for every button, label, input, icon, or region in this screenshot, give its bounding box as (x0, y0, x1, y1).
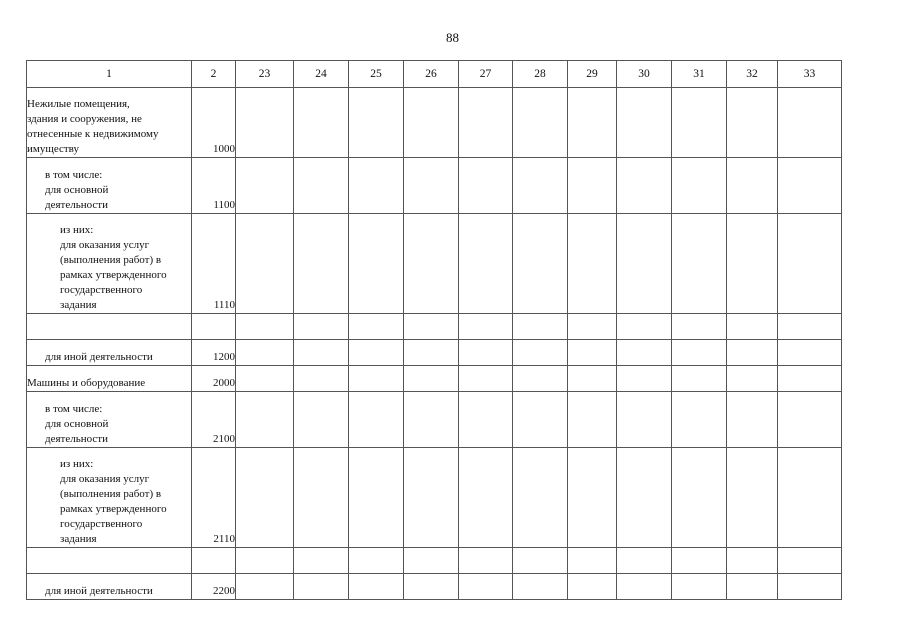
row-name-line: для иной деятельности (45, 351, 153, 363)
row-code-cell: 2110 (192, 448, 236, 548)
row-name-line: отнесенные к недвижимому (27, 128, 159, 140)
data-cell-col-32[interactable] (727, 340, 778, 366)
data-cell-col-32[interactable] (727, 548, 778, 574)
table-row (27, 574, 842, 600)
data-cell-col-33[interactable] (778, 366, 842, 392)
data-cell-col-30[interactable] (617, 448, 672, 548)
data-cell-col-26[interactable] (404, 366, 459, 392)
column-header-11: 31 (672, 61, 727, 88)
row-name-line: из них: (60, 224, 94, 236)
data-cell-col-33[interactable] (778, 392, 842, 448)
row-name-line: для основной (45, 184, 109, 196)
data-cell-col-29[interactable] (568, 158, 617, 214)
row-name-line: здания и сооружения, не (27, 113, 142, 125)
column-header-6: 26 (404, 61, 459, 88)
table-row (27, 214, 842, 314)
page-number: 88 (446, 30, 459, 45)
data-cell-col-26[interactable] (404, 340, 459, 366)
data-cell-col-27[interactable] (459, 314, 513, 340)
data-cell-col-23[interactable] (236, 340, 294, 366)
data-cell-col-32[interactable] (727, 366, 778, 392)
table-row (27, 88, 842, 158)
data-cell-col-32[interactable] (727, 158, 778, 214)
row-name-line: Машины и оборудование (27, 377, 146, 389)
row-code-cell: 1200 (192, 340, 236, 366)
row-name-line: деятельности (45, 433, 108, 445)
column-header-10: 30 (617, 61, 672, 88)
data-cell-col-29[interactable] (568, 448, 617, 548)
data-cell-col-25[interactable] (349, 548, 404, 574)
data-cell-col-31[interactable] (672, 448, 727, 548)
data-cell-col-27[interactable] (459, 158, 513, 214)
data-cell-col-30[interactable] (617, 88, 672, 158)
row-name-line: деятельности (45, 199, 108, 211)
data-cell-col-23[interactable] (236, 88, 294, 158)
data-cell-col-32[interactable] (727, 314, 778, 340)
data-cell-col-25[interactable] (349, 448, 404, 548)
data-cell-col-33[interactable] (778, 574, 842, 600)
data-cell-col-33[interactable] (778, 158, 842, 214)
data-cell-col-30[interactable] (617, 574, 672, 600)
data-cell-col-28[interactable] (513, 88, 568, 158)
column-header-8: 28 (513, 61, 568, 88)
data-cell-col-30[interactable] (617, 214, 672, 314)
row-name-cell (27, 314, 192, 340)
data-cell-col-31[interactable] (672, 314, 727, 340)
data-cell-col-29[interactable] (568, 214, 617, 314)
data-cell-col-24[interactable] (294, 88, 349, 158)
data-cell-col-33[interactable] (778, 340, 842, 366)
data-cell-col-26[interactable] (404, 548, 459, 574)
row-code-cell: 1100 (192, 158, 236, 214)
row-name-cell (27, 548, 192, 574)
data-cell-col-31[interactable] (672, 214, 727, 314)
table-row (27, 366, 842, 392)
data-cell-col-32[interactable] (727, 574, 778, 600)
data-cell-col-27[interactable] (459, 214, 513, 314)
data-cell-col-28[interactable] (513, 314, 568, 340)
data-cell-col-31[interactable] (672, 366, 727, 392)
row-name-cell (27, 574, 192, 600)
data-cell-col-29[interactable] (568, 548, 617, 574)
data-cell-col-24[interactable] (294, 392, 349, 448)
row-code-cell: 2000 (192, 366, 236, 392)
row-name-cell (27, 214, 192, 314)
table-row (27, 548, 842, 574)
report-table (26, 60, 842, 600)
data-cell-col-28[interactable] (513, 366, 568, 392)
data-cell-col-31[interactable] (672, 574, 727, 600)
data-cell-col-23[interactable] (236, 158, 294, 214)
data-cell-col-25[interactable] (349, 158, 404, 214)
row-name-cell (27, 366, 192, 392)
data-cell-col-30[interactable] (617, 158, 672, 214)
data-cell-col-31[interactable] (672, 392, 727, 448)
table-row (27, 392, 842, 448)
row-name-line: для иной деятельности (45, 585, 153, 597)
data-cell-col-31[interactable] (672, 340, 727, 366)
data-cell-col-28[interactable] (513, 340, 568, 366)
column-header-1: 1 (27, 61, 192, 88)
row-name-line: для основной (45, 418, 109, 430)
table-row (27, 158, 842, 214)
row-name-line: государственного (60, 284, 143, 296)
data-cell-col-24[interactable] (294, 314, 349, 340)
data-cell-col-29[interactable] (568, 88, 617, 158)
row-name-cell (27, 88, 192, 158)
data-cell-col-31[interactable] (672, 158, 727, 214)
data-cell-col-25[interactable] (349, 366, 404, 392)
row-name-line: рамках утвержденного (60, 269, 167, 281)
data-cell-col-33[interactable] (778, 448, 842, 548)
row-code-cell: 1110 (192, 214, 236, 314)
data-cell-col-28[interactable] (513, 214, 568, 314)
data-cell-col-24[interactable] (294, 340, 349, 366)
row-name-cell (27, 340, 192, 366)
row-name-cell (27, 448, 192, 548)
column-header-2: 2 (192, 61, 236, 88)
data-cell-col-28[interactable] (513, 158, 568, 214)
data-cell-col-25[interactable] (349, 574, 404, 600)
data-cell-col-31[interactable] (672, 88, 727, 158)
data-cell-col-31[interactable] (672, 548, 727, 574)
data-cell-col-24[interactable] (294, 366, 349, 392)
data-cell-col-32[interactable] (727, 448, 778, 548)
data-cell-col-24[interactable] (294, 448, 349, 548)
data-cell-col-24[interactable] (294, 574, 349, 600)
row-name-line: задания (60, 299, 97, 311)
data-cell-col-26[interactable] (404, 448, 459, 548)
data-cell-col-26[interactable] (404, 214, 459, 314)
column-header-5: 25 (349, 61, 404, 88)
row-name-line: задания (60, 533, 97, 545)
row-code-cell: 2100 (192, 392, 236, 448)
data-cell-col-23[interactable] (236, 574, 294, 600)
data-cell-col-33[interactable] (778, 548, 842, 574)
column-header-9: 29 (568, 61, 617, 88)
data-cell-col-25[interactable] (349, 340, 404, 366)
row-name-line: в том числе: (45, 403, 103, 415)
table-row (27, 314, 842, 340)
table-row (27, 340, 842, 366)
column-header-13: 33 (778, 61, 842, 88)
row-name-line: (выполнения работ) в (60, 254, 162, 266)
row-name-line: из них: (60, 458, 94, 470)
row-code-cell: 1000 (192, 88, 236, 158)
data-cell-col-23[interactable] (236, 448, 294, 548)
row-code-cell (192, 548, 236, 574)
data-cell-col-27[interactable] (459, 366, 513, 392)
data-cell-col-24[interactable] (294, 158, 349, 214)
data-cell-col-27[interactable] (459, 340, 513, 366)
table-row (27, 448, 842, 548)
data-cell-col-32[interactable] (727, 392, 778, 448)
data-cell-col-29[interactable] (568, 392, 617, 448)
data-cell-col-24[interactable] (294, 548, 349, 574)
data-cell-col-28[interactable] (513, 448, 568, 548)
row-name-line: (выполнения работ) в (60, 488, 162, 500)
column-header-3: 23 (236, 61, 294, 88)
data-cell-col-26[interactable] (404, 158, 459, 214)
data-cell-col-26[interactable] (404, 314, 459, 340)
data-cell-col-28[interactable] (513, 574, 568, 600)
row-name-line: для оказания услуг (60, 239, 150, 251)
column-header-4: 24 (294, 61, 349, 88)
row-name-cell (27, 392, 192, 448)
data-cell-col-29[interactable] (568, 366, 617, 392)
data-cell-col-30[interactable] (617, 314, 672, 340)
row-name-line: для оказания услуг (60, 473, 150, 485)
data-cell-col-33[interactable] (778, 88, 842, 158)
column-header-12: 32 (727, 61, 778, 88)
data-cell-col-23[interactable] (236, 392, 294, 448)
data-cell-col-23[interactable] (236, 548, 294, 574)
data-cell-col-25[interactable] (349, 88, 404, 158)
data-cell-col-32[interactable] (727, 214, 778, 314)
data-cell-col-29[interactable] (568, 574, 617, 600)
data-cell-col-30[interactable] (617, 366, 672, 392)
data-cell-col-23[interactable] (236, 214, 294, 314)
data-cell-col-28[interactable] (513, 548, 568, 574)
data-cell-col-23[interactable] (236, 366, 294, 392)
data-cell-col-27[interactable] (459, 574, 513, 600)
row-name-line: рамках утвержденного (60, 503, 167, 515)
header-row (27, 61, 842, 88)
data-cell-col-26[interactable] (404, 392, 459, 448)
data-cell-col-32[interactable] (727, 88, 778, 158)
data-cell-col-25[interactable] (349, 314, 404, 340)
data-cell-col-24[interactable] (294, 214, 349, 314)
data-cell-col-27[interactable] (459, 448, 513, 548)
data-cell-col-33[interactable] (778, 314, 842, 340)
data-cell-col-27[interactable] (459, 88, 513, 158)
row-name-line: Нежилые помещения, (27, 98, 130, 110)
data-cell-col-26[interactable] (404, 574, 459, 600)
row-name-cell (27, 158, 192, 214)
data-cell-col-30[interactable] (617, 340, 672, 366)
data-cell-col-23[interactable] (236, 314, 294, 340)
data-cell-col-29[interactable] (568, 340, 617, 366)
row-code-cell: 2200 (192, 574, 236, 600)
data-cell-col-27[interactable] (459, 392, 513, 448)
data-cell-col-27[interactable] (459, 548, 513, 574)
data-cell-col-29[interactable] (568, 314, 617, 340)
data-cell-col-30[interactable] (617, 392, 672, 448)
data-cell-col-25[interactable] (349, 392, 404, 448)
row-name-line: государственного (60, 518, 143, 530)
data-cell-col-28[interactable] (513, 392, 568, 448)
data-cell-col-25[interactable] (349, 214, 404, 314)
row-code-cell (192, 314, 236, 340)
data-cell-col-30[interactable] (617, 548, 672, 574)
data-cell-col-33[interactable] (778, 214, 842, 314)
data-cell-col-26[interactable] (404, 88, 459, 158)
column-header-7: 27 (459, 61, 513, 88)
row-name-line: в том числе: (45, 169, 103, 181)
row-name-line: имуществу (27, 143, 79, 155)
